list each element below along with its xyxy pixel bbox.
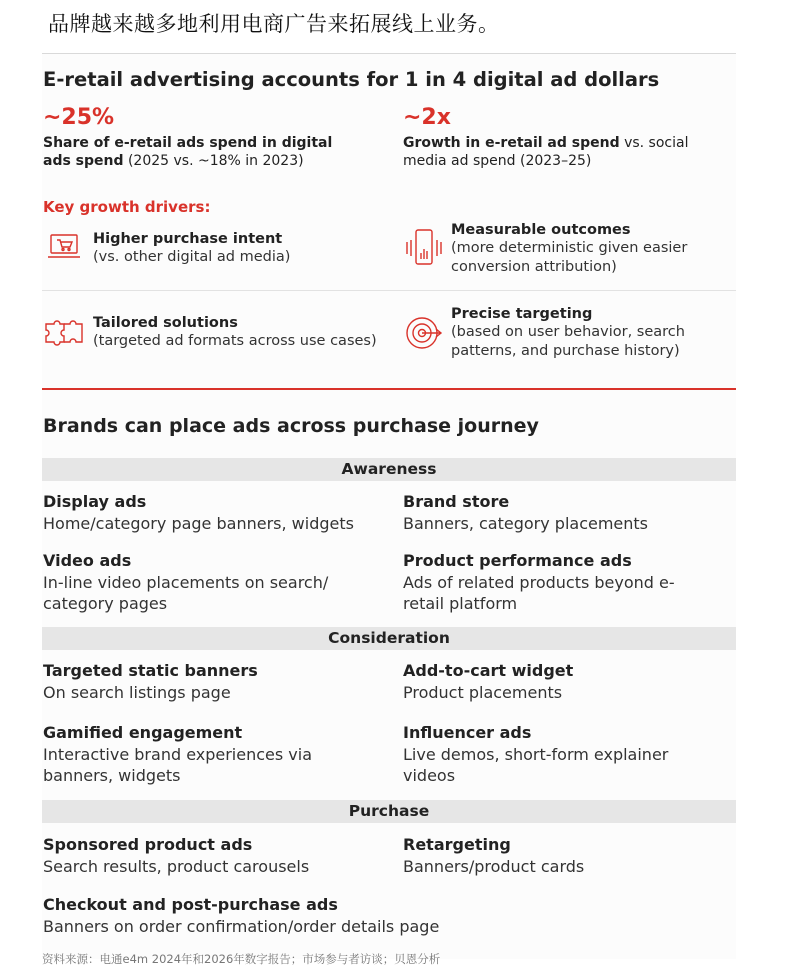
driver-title-measurable: Measurable outcomes	[451, 222, 631, 238]
ad-desc-gamified: Interactive brand experiences via banners, widgets	[43, 745, 313, 785]
laptop-cart-icon	[47, 232, 81, 266]
drivers-label: Key growth drivers:	[43, 198, 211, 216]
ad-title-display: Display ads	[43, 492, 147, 511]
stat-desc-share: Share of e-retail ads spend in digital ads spend (2025 vs. ~18% in 2023)	[43, 135, 333, 169]
section-title-journey: Brands can place ads across purchase journey	[43, 415, 539, 437]
driver-title-targeting: Precise targeting	[451, 306, 593, 322]
puzzle-icon	[44, 318, 84, 350]
ad-desc-brand-store: Banners, category placements	[403, 514, 649, 533]
driver-sub-intent: (vs. other digital ad media)	[93, 249, 291, 265]
driver-sub-tailored: (targeted ad formats across use cases)	[93, 333, 377, 349]
ad-title-checkout: Checkout and post-purchase ads	[43, 895, 338, 914]
ad-desc-video: In-line video placements on search/ category pages	[43, 573, 329, 613]
ad-desc-influencer: Live demos, short-form explainer videos	[403, 745, 669, 785]
ad-title-retargeting: Retargeting	[403, 835, 511, 854]
ad-title-influencer: Influencer ads	[403, 723, 532, 742]
stat-desc-growth: Growth in e-retail ad spend vs. social media ad spend (2023–25)	[403, 135, 689, 169]
ad-desc-checkout: Banners on order confirmation/order details page	[43, 917, 440, 936]
ad-desc-display: Home/category page banners, widgets	[43, 514, 354, 533]
ad-desc-product-performance: Ads of related products beyond e-retail platform	[403, 573, 675, 613]
phone-chart-icon	[404, 228, 444, 272]
driver-separator	[42, 290, 736, 291]
ad-desc-add-to-cart: Product placements	[403, 683, 563, 702]
stat-value-growth: ~2x	[403, 105, 451, 130]
ad-title-sponsored: Sponsored product ads	[43, 835, 253, 854]
source-note: 资料来源：电通e4m 2024年和2026年数字报告；市场参与者访谈；贝恩分析	[42, 952, 441, 966]
driver-sub-measurable: (more deterministic given easier conversion attribution)	[451, 240, 688, 275]
section-title-eretail: E-retail advertising accounts for 1 in 4 digital ad dollars	[43, 68, 660, 91]
stat-value-share: ~25%	[43, 105, 115, 130]
ad-title-add-to-cart: Add-to-cart widget	[403, 661, 574, 680]
section-divider	[42, 388, 736, 390]
ad-desc-retargeting: Banners/product cards	[403, 857, 585, 876]
page-heading: 品牌越来越多地利用电商广告来拓展线上业务。	[48, 12, 500, 36]
driver-title-tailored: Tailored solutions	[93, 315, 238, 331]
ad-desc-sponsored: Search results, product carousels	[43, 857, 310, 876]
target-icon	[405, 315, 443, 355]
ad-title-video: Video ads	[43, 551, 132, 570]
ad-desc-static-banners: On search listings page	[43, 683, 231, 702]
ad-title-brand-store: Brand store	[403, 492, 510, 511]
stage-band-purchase: Purchase	[42, 800, 736, 823]
driver-sub-targeting: (based on user behavior, search patterns, and purchase history)	[451, 324, 685, 359]
ad-title-static-banners: Targeted static banners	[43, 661, 258, 680]
ad-title-gamified: Gamified engagement	[43, 723, 243, 742]
driver-title-intent: Higher purchase intent	[93, 231, 283, 247]
stage-band-consideration: Consideration	[42, 627, 736, 650]
ad-title-product-performance: Product performance ads	[403, 551, 632, 570]
stage-band-awareness: Awareness	[42, 458, 736, 481]
